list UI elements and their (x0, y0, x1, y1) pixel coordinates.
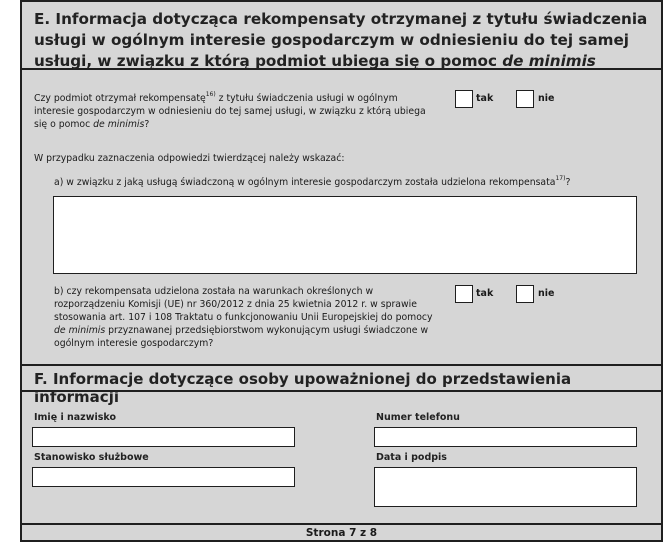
qb-text-b: przyznawanej przedsiębiorstwom wykonującym usługi świadczone w ogólnym interesie gospodarczym? (54, 325, 429, 349)
q1-yes-label: tak (476, 93, 494, 104)
qb-no-label: nie (538, 288, 555, 299)
q1-no-label: nie (538, 93, 555, 104)
phone-input[interactable] (374, 427, 637, 447)
section-f-title: F. Informacje dotyczące osoby upoważnionej do przedstawienia informacji (22, 364, 661, 392)
question-a (54, 176, 654, 189)
section-e-title (22, 2, 661, 70)
name-input[interactable] (32, 427, 295, 447)
q1-end: ? (144, 119, 150, 130)
qb-text-a: b) czy rekompensata udzielona została na warunkach określonych w rozporządzeniu Komisji (UE) nr 360/2012 z dnia 25 kwietnia 2012 r. w sprawie stosowania art. 107 i 108 Traktatu o funkcjonowaniu Unii Europejskiej do pomocy (54, 286, 433, 323)
qa-text: a) w związku z jaką usługą świadczoną w ogólnym interesie gospodarczym została udzielona rekompensata (54, 177, 556, 188)
qa-footnote: 17) (555, 175, 566, 182)
q1-text-a: Czy podmiot otrzymał rekompensatę (34, 93, 206, 104)
q1-no-checkbox[interactable] (516, 90, 534, 108)
service-description-field[interactable] (53, 196, 637, 274)
section-e-title-text: E. Informacja dotycząca rekompensaty otrzymanej z tytułu świadczenia usługi w ogólnym interesie gospodarczym w odniesieniu do tej samej usługi, w związku z którą podmiot ubiega się o pomoc (34, 10, 648, 70)
qa-end: ? (565, 177, 571, 188)
q1-footnote: 16) (205, 91, 216, 98)
question-b (54, 285, 434, 350)
date-signature-label: Data i podpis (376, 452, 447, 463)
section-e-title-italic: de minimis (502, 52, 596, 70)
page-number: Strona 7 z 8 (22, 523, 661, 542)
qb-italic: de minimis (54, 325, 106, 336)
qb-yes-label: tak (476, 288, 494, 299)
form-frame (20, 0, 663, 542)
q1-yes-checkbox[interactable] (455, 90, 473, 108)
question-compensation (34, 92, 439, 131)
qb-no-checkbox[interactable] (516, 285, 534, 303)
q1-text-b: z tytułu świadczenia usługi w ogólnym interesie gospodarczym w odniesieniu do tej samej usługi, w związku z którą ubiega się o pomoc (34, 93, 426, 130)
date-signature-input[interactable] (374, 467, 637, 507)
instruction-text: W przypadku zaznaczenia odpowiedzi twierdzącej należy wskazać: (34, 153, 345, 164)
name-label: Imię i nazwisko (34, 412, 116, 423)
qb-yes-checkbox[interactable] (455, 285, 473, 303)
phone-label: Numer telefonu (376, 412, 460, 423)
position-label: Stanowisko służbowe (34, 452, 149, 463)
q1-italic: de minimis (93, 119, 145, 130)
position-input[interactable] (32, 467, 295, 487)
